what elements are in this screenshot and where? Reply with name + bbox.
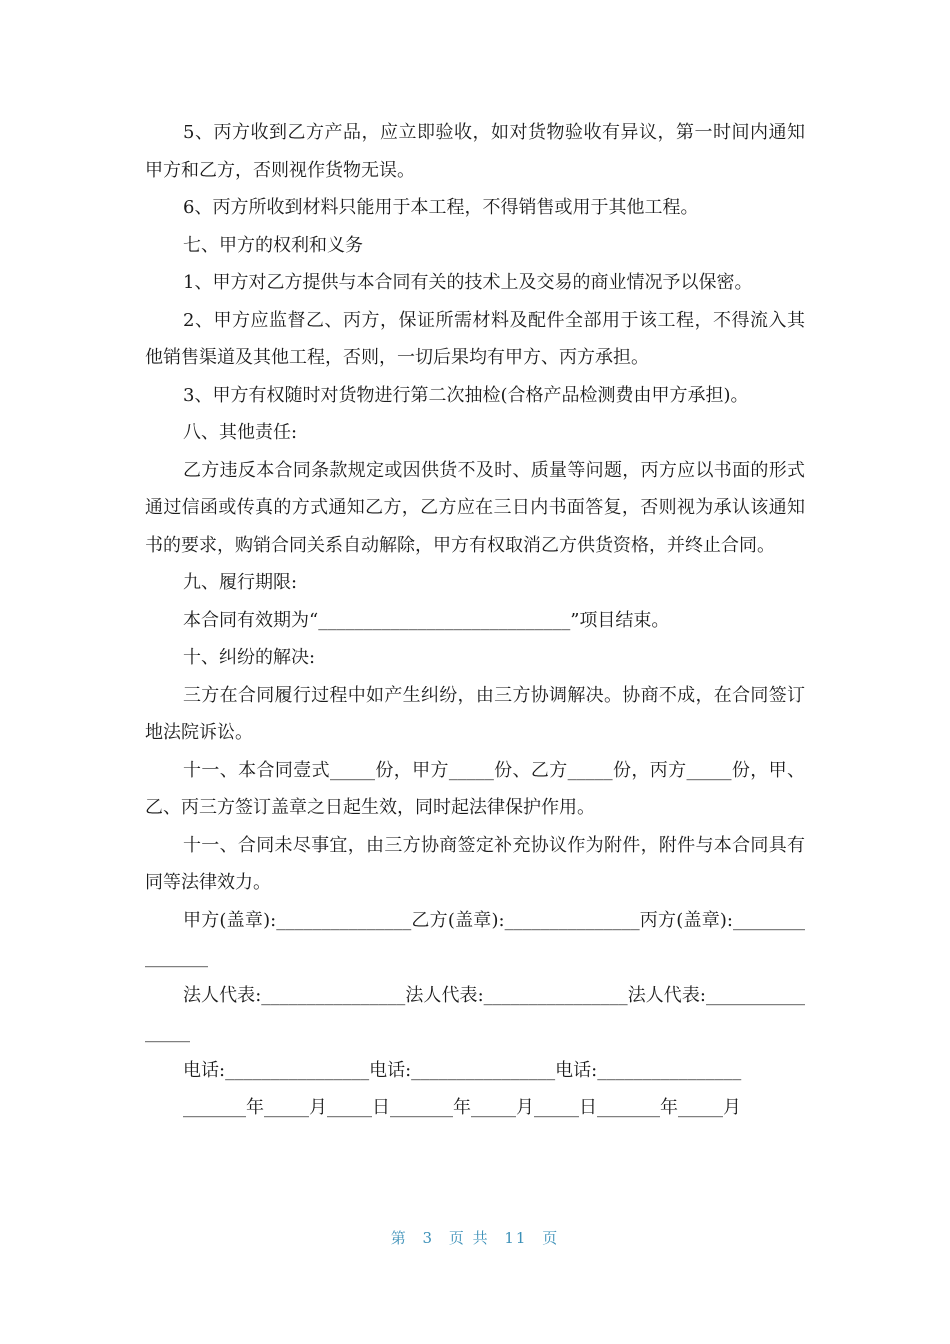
signature-representative-line: 法人代表:________________法人代表:________________法人代表:________________ (145, 984, 805, 1043)
footer-ye-gong: 页 共 (448, 1229, 490, 1247)
footer-ye: 页 (542, 1229, 560, 1247)
clause-11-copies: 十一、本合同壹式_____份，甲方_____份、乙方_____份，丙方_____份，甲、乙、丙三方签订盖章之日起生效，同时起法律保护作用。 (145, 759, 805, 818)
clause-7-2: 2、甲方应监督乙、丙方，保证所需材料及配件全部用于该工程，不得流入其他销售渠道及其他工程，否则，一切后果均有甲方、丙方承担。 (145, 309, 805, 368)
clause-8: 乙方违反本合同条款规定或因供货不及时、质量等问题，丙方应以书面的形式通过信函或传真的方式通知乙方，乙方应在三日内书面答复，否则视为承认该通知书的要求，购销合同关系自动解除，甲方有权取消乙方供货资格，并终止合同。 (145, 459, 805, 556)
footer-page-number: 3 (422, 1229, 435, 1247)
footer-di: 第 (390, 1229, 408, 1247)
clause-11-supplement: 十一、合同未尽事宜，由三方协商签定补充协议作为附件，附件与本合同具有同等法律效力。 (145, 834, 805, 893)
footer-total-pages: 11 (504, 1229, 528, 1247)
section-heading-10: 十、纠纷的解决: (183, 647, 316, 668)
clause-6: 6、丙方所收到材料只能用于本工程，不得销售或用于其他工程。 (183, 197, 699, 218)
clause-5: 5、丙方收到乙方产品，应立即验收，如对货物验收有异议，第一时间内通知甲方和乙方，否则视作货物无误。 (145, 122, 805, 181)
signature-phone-line: 电话:________________电话:________________电话:________________ (183, 1059, 742, 1081)
clause-10: 三方在合同履行过程中如产生纠纷，由三方协调解决。协商不成，在合同签订地法院诉讼。 (145, 684, 805, 743)
clause-9: 本合同有效期为“____________________________”项目结束。 (183, 609, 670, 631)
section-heading-7: 七、甲方的权利和义务 (183, 234, 363, 256)
signature-date-line: _______年_____月_____日_______年_____月_____日_______年_____月 (183, 1097, 741, 1118)
section-heading-8: 八、其他责任: (183, 422, 298, 443)
signature-seal-line: 甲方(盖章):_______________乙方(盖章):_______________丙方(盖章):_______________ (145, 909, 805, 968)
clause-7-1: 1、甲方对乙方提供与本合同有关的技术上及交易的商业情况予以保密。 (183, 272, 753, 293)
document-body (145, 114, 805, 1127)
section-heading-9: 九、履行期限: (183, 572, 298, 593)
clause-7-3: 3、甲方有权随时对货物进行第二次抽检(合格产品检测费由甲方承担)。 (183, 384, 749, 406)
page-footer (0, 1227, 950, 1248)
